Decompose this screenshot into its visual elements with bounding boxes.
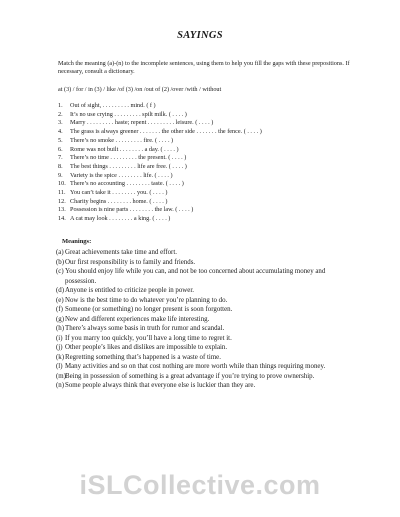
meaning-letter: (l) [56, 363, 63, 370]
sentence-text: Variety is the spice . . . . . . . . life. ( . . . . ) [70, 171, 173, 179]
sentence-number: 12. [58, 197, 66, 205]
sentence-text: There’s no time . . . . . . . . . the present. ( . . . . ) [70, 154, 187, 162]
sentence-number: 6. [58, 145, 63, 153]
sentence-item [58, 189, 358, 198]
sentence-item [58, 119, 358, 128]
meaning-item [56, 267, 352, 286]
meaning-letter: (k) [56, 353, 65, 361]
sentence-item [58, 172, 358, 181]
sentence-item [58, 111, 358, 120]
sentence-text: Rome was not built . . . . . . . . a day. ( . . . . ) [70, 145, 179, 153]
meaning-letter: (e) [56, 296, 64, 304]
meaning-text: Many activities and so on that cost nothing are more worth while than things requiring money. [65, 363, 326, 370]
meaning-text: You should enjoy life while you can, and not be too concerned about accumulating money and possession. [65, 268, 326, 285]
sentence-text: It’s no use crying . . . . . . . . . spilt milk. ( . . . . ) [70, 110, 187, 118]
sentence-number: 9. [58, 171, 63, 179]
meaning-letter: (i) [56, 334, 63, 342]
meaning-text: Being in possession of something is a great advantage if you’re trying to prove ownership. [65, 372, 315, 380]
sentence-item [58, 198, 358, 207]
sentence-text: You can’t take it . . . . . . . . you. ( . . . . ) [70, 189, 168, 197]
meaning-letter: (d) [56, 287, 65, 294]
sentence-item [58, 154, 358, 163]
sentence-text: The best things . . . . . . . . . life are free. ( . . . . ) [70, 162, 187, 170]
sentence-number: 1. [58, 102, 63, 109]
meaning-item [56, 286, 352, 296]
meaning-item [56, 296, 352, 306]
sentence-text: The grass is always greener . . . . . . . the other side . . . . . . . the fence. ( . . . . ) [70, 128, 262, 136]
meaning-item [56, 258, 352, 268]
sentence-item [58, 206, 358, 215]
meaning-text: Regretting something that’s happened is a waste of time. [65, 353, 221, 361]
meaning-item [56, 248, 352, 258]
sentence-number: 4. [58, 128, 63, 136]
meaning-text: Our first responsibility is to family and friends. [65, 258, 196, 266]
meaning-text: Some people always think that everyone else is luckier than they are. [65, 382, 256, 389]
meanings-list [56, 248, 352, 391]
sentence-text: A cat may look . . . . . . . . a king. ( . . . . ) [70, 215, 171, 223]
meaning-text: There’s always some basis in truth for rumor and scandal. [65, 325, 225, 332]
sentence-number: 8. [58, 162, 63, 170]
meaning-letter: (n) [56, 382, 65, 389]
meaning-item [56, 315, 352, 325]
meaning-text: New and different experiences make life interesting. [65, 315, 210, 323]
meaning-letter: (g) [56, 315, 65, 323]
worksheet-title: SAYINGS [177, 30, 223, 41]
sentences-list [58, 102, 358, 224]
meaning-text: Great achievements take time and effort. [65, 249, 177, 256]
sentence-number: 3. [58, 119, 63, 127]
sentence-item [58, 128, 358, 137]
meaning-letter: (b) [56, 258, 65, 266]
meaning-item [56, 324, 352, 334]
meaning-letter: (m) [56, 372, 66, 380]
meaning-item [56, 334, 352, 344]
sentence-number: 2. [58, 110, 63, 118]
sentence-text: Charity begins . . . . . . . . home. ( . . . . ) [70, 197, 168, 205]
meaning-item [56, 343, 352, 353]
meaning-text: Someone (or something) no longer present is soon forgotten. [65, 306, 233, 313]
prepositions-list: at (3) / for / in (3) / like /of (3) /on /out of (2) /over /with / without [58, 86, 222, 93]
sentence-number: 13. [58, 206, 66, 214]
meaning-letter: (f) [56, 306, 63, 313]
meaning-letter: (h) [56, 325, 65, 332]
sentence-item [58, 163, 358, 172]
meaning-item [56, 353, 352, 363]
sentence-item [58, 146, 358, 155]
sentence-item [58, 137, 358, 146]
sentence-text: Possession is nine parts . . . . . . . . the law. ( . . . . ) [70, 206, 194, 214]
meaning-text: Now is the best time to do whatever you’re planning to do. [65, 296, 228, 304]
sentence-item [58, 215, 358, 224]
sentence-item [58, 180, 358, 189]
sentence-text: There’s no accounting . . . . . . . . taste. ( . . . . ) [70, 180, 184, 188]
meaning-text: If you marry too quickly, you’ll have a long time to regret it. [65, 334, 232, 342]
meaning-item [56, 381, 352, 391]
sentence-item [58, 102, 358, 111]
sentence-number: 10. [58, 180, 66, 188]
sentence-text: There’s no smoke . . . . . . . . . fire. ( . . . . ) [70, 136, 174, 144]
meaning-letter: (j) [56, 344, 63, 351]
sentence-text: Out of sight, . . . . . . . . . mind. ( f ) [70, 102, 156, 109]
meaning-text: Other people’s likes and dislikes are impossible to explain. [65, 344, 228, 351]
sentence-number: 11. [58, 189, 66, 197]
meaning-letter: (c) [56, 268, 64, 275]
meanings-heading: Meanings: [62, 238, 92, 245]
meaning-text: Anyone is entitled to criticize people in power. [65, 287, 194, 294]
meaning-item [56, 372, 352, 382]
meaning-item [56, 362, 352, 372]
site-watermark: iSLCollective.com [79, 470, 321, 500]
sentence-text: Marry . . . . . . . . . haste; repent . . . . . . . . . leisure. ( . . . . ) [70, 119, 214, 127]
instructions-text: Match the meaning (a)-(n) to the incomplete sentences, using them to help you fill the gaps with these prepositions. If necessary, consult a dictionary. [58, 60, 350, 75]
meaning-letter: (a) [56, 249, 64, 256]
sentence-number: 7. [58, 154, 63, 162]
sentence-number: 5. [58, 136, 63, 144]
sentence-number: 14. [58, 215, 66, 223]
meaning-item [56, 305, 352, 315]
